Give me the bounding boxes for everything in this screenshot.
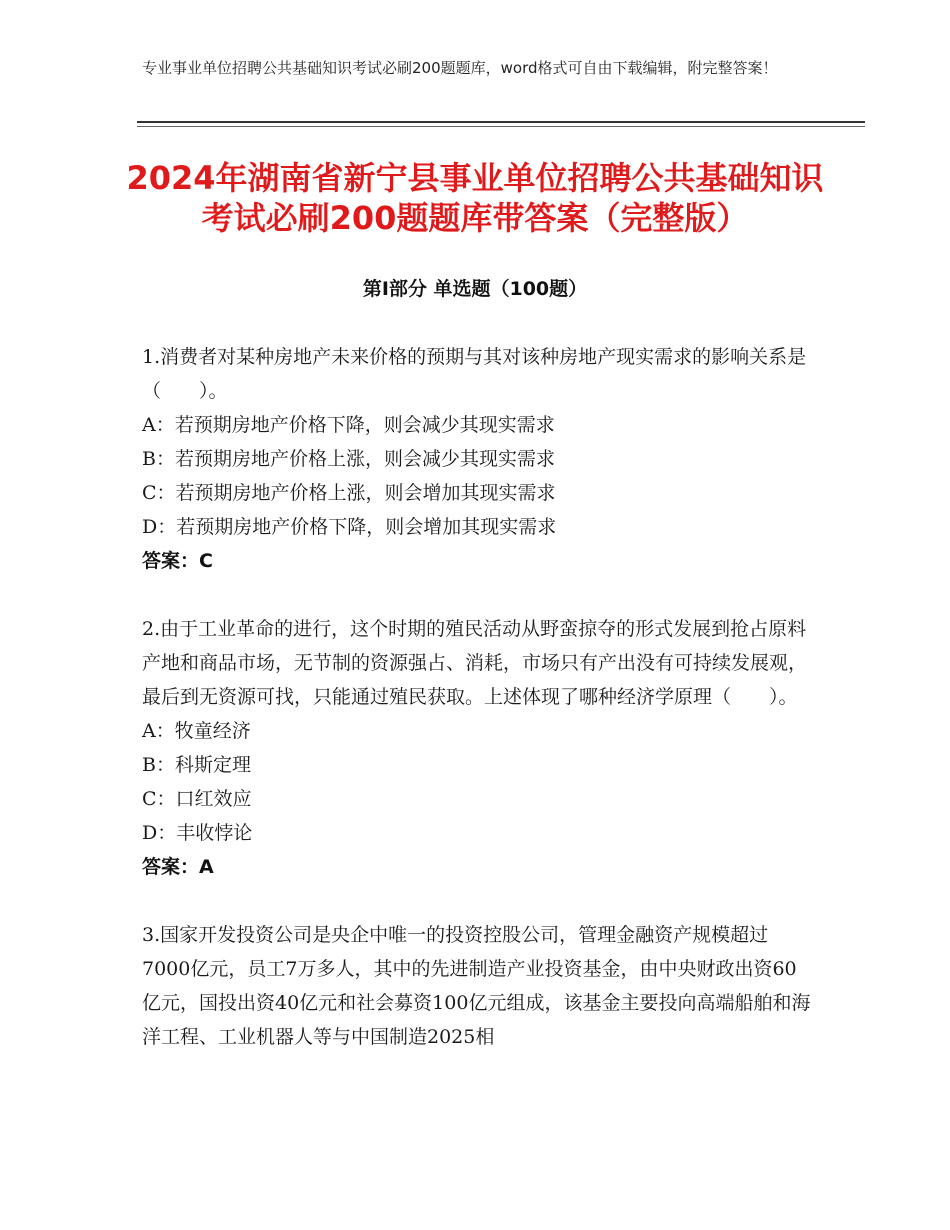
option-a: A：牧童经济: [142, 720, 251, 742]
option-c: C：若预期房地产价格上涨，则会增加其现实需求: [142, 482, 556, 504]
option-b: B：若预期房地产价格上涨，则会减少其现实需求: [142, 448, 555, 470]
answer-label: 答案：A: [142, 856, 214, 878]
option-a: A：若预期房地产价格下降，则会减少其现实需求: [142, 414, 555, 436]
question-2: [142, 612, 812, 884]
question-3: [142, 918, 812, 1054]
header-divider-thin: [137, 126, 865, 127]
question-stem: 1.消费者对某种房地产未来价格的预期与其对该种房地产现实需求的影响关系是（ ）。: [142, 346, 807, 402]
answer-label: 答案：C: [142, 550, 213, 572]
option-d: D：丰收悖论: [142, 822, 253, 844]
question-1: [142, 340, 812, 578]
document-title: 2024年湖南省新宁县事业单位招聘公共基础知识考试必刷200题题库带答案（完整版）: [126, 159, 824, 237]
option-c: C：口红效应: [142, 788, 252, 810]
question-stem: 2.由于工业革命的进行，这个时期的殖民活动从野蛮掠夺的形式发展到抢占原料产地和商品市场，无节制的资源强占、消耗，市场只有产出没有可持续发展观，最后到无资源可找，只能通过殖民获取。上述体现了哪种经济学原理（ ）。: [142, 618, 808, 708]
question-stem: 3.国家开发投资公司是央企中唯一的投资控股公司，管理金融资产规模超过7000亿元，员工7万多人，其中的先进制造产业投资基金，由中央财政出资60亿元，国投出资40亿元和社会募资100亿元组成，该基金主要投向高端船舶和海洋工程、工业机器人等与中国制造2025相: [142, 924, 811, 1048]
header-note: 专业事业单位招聘公共基础知识考试必刷200题题库，word格式可自由下载编辑，附完整答案！: [142, 59, 778, 77]
header-divider-thick: [137, 121, 865, 123]
option-b: B：科斯定理: [142, 754, 251, 776]
question-list: [142, 340, 812, 1088]
section-title: 第Ⅰ部分 单选题（100题）: [362, 278, 588, 300]
option-d: D：若预期房地产价格下降，则会增加其现实需求: [142, 516, 557, 538]
